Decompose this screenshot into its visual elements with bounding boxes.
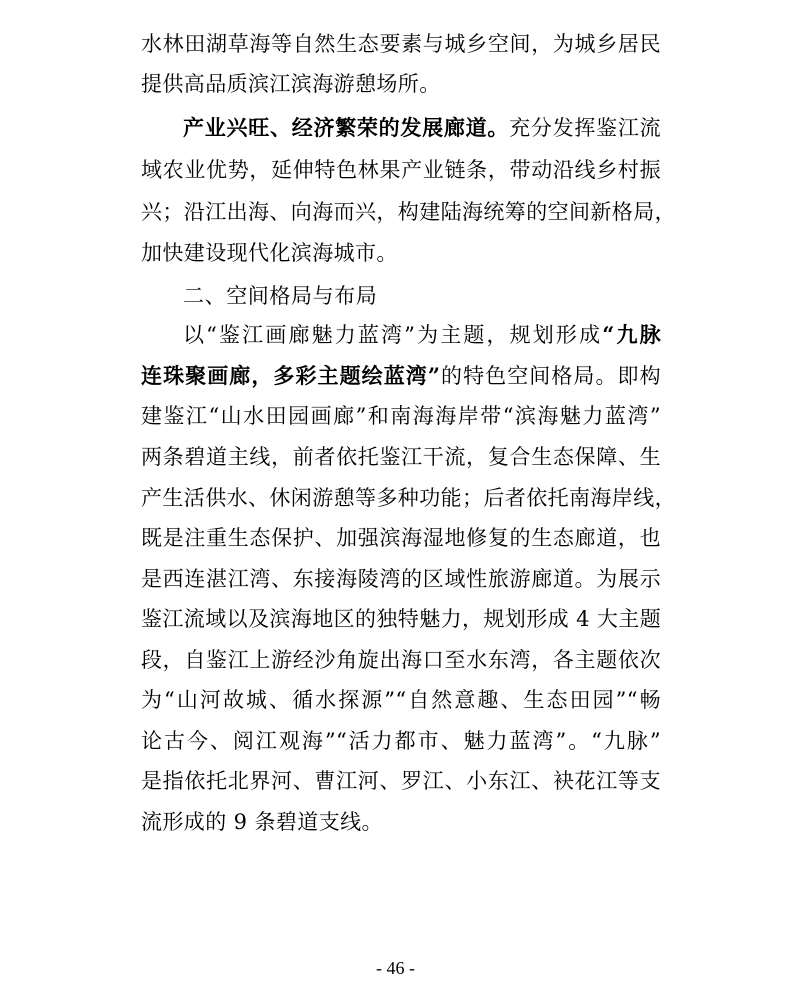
bold-lead-phrase: 产业兴旺、经济繁荣的发展廊道。 [183, 115, 510, 140]
body-line-13: 既是注重生态保护、加强滨海湿地修复的生态廊道，也 [141, 526, 661, 550]
body-line-18: 论古今、阅江观海”“活力都市、魅力蓝湾”。“九脉” [141, 729, 661, 753]
body-line-12: 产生活供水、休闲游憩等多种功能；后者依托南海岸线， [141, 486, 676, 510]
body-line-10: 建鉴江“山水田园画廊”和南海海岸带“滨海魅力蓝湾” [141, 404, 661, 428]
body-line-15: 鉴江流域以及滨海地区的独特魅力，规划形成 4 大主题 [141, 607, 662, 631]
body-line-9: 连珠聚画廊，多彩主题绘蓝湾”的特色空间格局。即构 [141, 363, 662, 388]
body-line-16: 段，自鉴江上游经沙角旋出海口至水东湾，各主题依次 [141, 648, 661, 672]
bold-phrase: “九脉 [602, 322, 662, 347]
body-line-8: 以“鉴江画廊魅力蓝湾”为主题，规划形成“九脉 [183, 322, 662, 347]
body-line-14: 是西连湛江湾、东接海陵湾的区域性旅游廊道。为展示 [141, 567, 661, 591]
body-line-5: 兴；沿江出海、向海而兴，构建陆海统筹的空间新格局， [141, 200, 676, 224]
body-line-2: 提供高品质滨江滨海游憩场所。 [141, 72, 441, 96]
body-line-4: 域农业优势，延伸特色林果产业链条，带动沿线乡村振 [141, 158, 661, 182]
body-line-1: 水林田湖草海等自然生态要素与城乡空间，为城乡居民 [141, 32, 661, 56]
section-heading: 二、空间格局与布局 [183, 284, 378, 308]
body-line-20: 流形成的 9 条碧道支线。 [141, 810, 383, 834]
body-line-11: 两条碧道主线，前者依托鉴江干流，复合生态保障、生 [141, 445, 661, 469]
body-line-19: 是指依托北界河、曹江河、罗江、小东江、袂花江等支 [141, 769, 661, 793]
body-line-17: 为“山河故城、循水探源”“自然意趣、生态田园”“畅 [141, 688, 661, 712]
bold-phrase-continued: 连珠聚画廊，多彩主题绘蓝湾” [141, 363, 441, 388]
page-number: - 46 - [376, 958, 415, 978]
body-line-3: 产业兴旺、经济繁荣的发展廊道。充分发挥鉴江流 [183, 115, 661, 140]
body-line-6: 加快建设现代化滨海城市。 [141, 241, 398, 265]
